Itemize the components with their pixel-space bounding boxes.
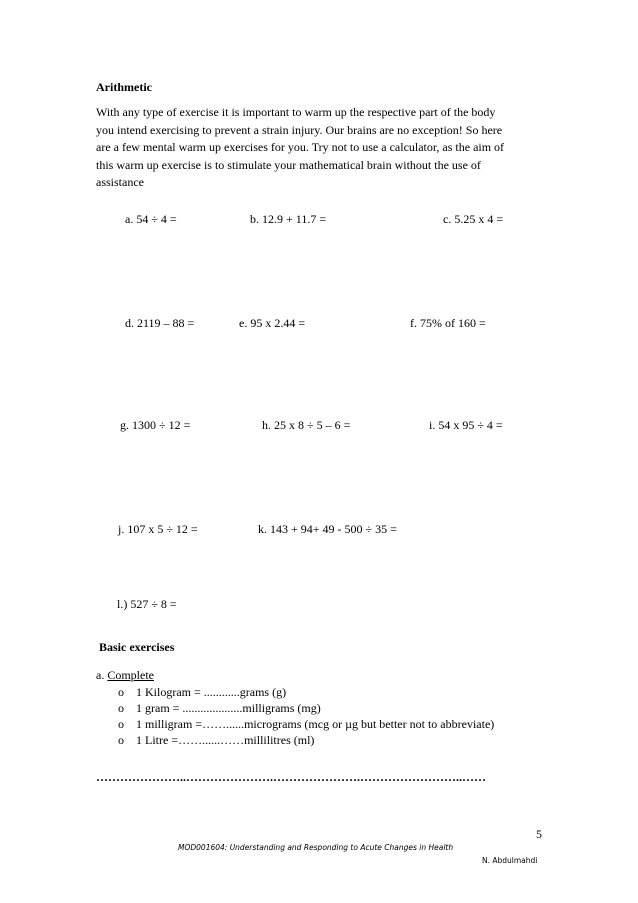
problem-b: b. 12.9 + 11.7 = bbox=[250, 212, 327, 226]
bullet-icon: o bbox=[118, 685, 124, 699]
list-item bbox=[118, 684, 494, 700]
subsection-prefix: a. bbox=[96, 668, 108, 682]
problem-l: l.) 527 ÷ 8 = bbox=[117, 597, 177, 611]
list-item-text: 1 Litre =……......……millilitres (ml) bbox=[136, 733, 315, 747]
problem-a: a. 54 ÷ 4 = bbox=[125, 212, 177, 226]
intro-paragraph bbox=[96, 104, 548, 192]
page-number: 5 bbox=[536, 827, 542, 841]
list-item-text: 1 milligram =……......micrograms (mcg or µg but better not to abbreviate) bbox=[136, 717, 495, 731]
problem-c: c. 5.25 x 4 = bbox=[443, 212, 504, 226]
section-heading-basic: Basic exercises bbox=[99, 640, 175, 654]
footer-course: MOD001604: Understanding and Responding to Acute Changes in Health bbox=[178, 843, 454, 852]
problem-h: h. 25 x 8 ÷ 5 – 6 = bbox=[262, 418, 351, 432]
intro-line: you intend exercising to prevent a strain injury. Our brains are no exception! So here bbox=[96, 122, 503, 137]
problem-f: f. 75% of 160 = bbox=[410, 316, 486, 330]
problem-i: i. 54 x 95 ÷ 4 = bbox=[429, 418, 503, 432]
intro-line: assistance bbox=[96, 175, 144, 189]
bullet-icon: o bbox=[118, 733, 124, 747]
subsection-label: Complete bbox=[107, 668, 154, 682]
list-item-text: 1 Kilogram = ............grams (g) bbox=[136, 685, 287, 699]
section-heading-arithmetic: Arithmetic bbox=[96, 80, 152, 94]
subsection-complete bbox=[96, 668, 154, 683]
problem-k: k. 143 + 94+ 49 - 500 ÷ 35 = bbox=[258, 522, 397, 536]
problem-d: d. 2119 – 88 = bbox=[125, 316, 195, 330]
footer-author: N. Abdulmahdi bbox=[482, 856, 538, 865]
list-item bbox=[118, 732, 494, 748]
list-item bbox=[118, 700, 494, 716]
problem-e: e. 95 x 2.44 = bbox=[239, 316, 306, 330]
bullet-icon: o bbox=[118, 717, 124, 731]
list-item-text: 1 gram = ....................milligrams (mg) bbox=[136, 701, 321, 715]
problem-j: j. 107 x 5 ÷ 12 = bbox=[118, 522, 198, 536]
intro-line: this warm up exercise is to stimulate your mathematical brain without the use of bbox=[96, 157, 481, 172]
bullet-icon: o bbox=[118, 701, 124, 715]
intro-line: are a few mental warm up exercises for you. Try not to use a calculator, as the aim of bbox=[96, 140, 505, 154]
dotted-separator: …………………..………………….………………….……………………..…… bbox=[96, 770, 486, 784]
intro-line: With any type of exercise it is important to warm up the respective part of the body bbox=[96, 105, 496, 119]
problem-g: g. 1300 ÷ 12 = bbox=[120, 418, 191, 432]
conversion-list bbox=[118, 684, 494, 748]
list-item bbox=[118, 716, 494, 732]
